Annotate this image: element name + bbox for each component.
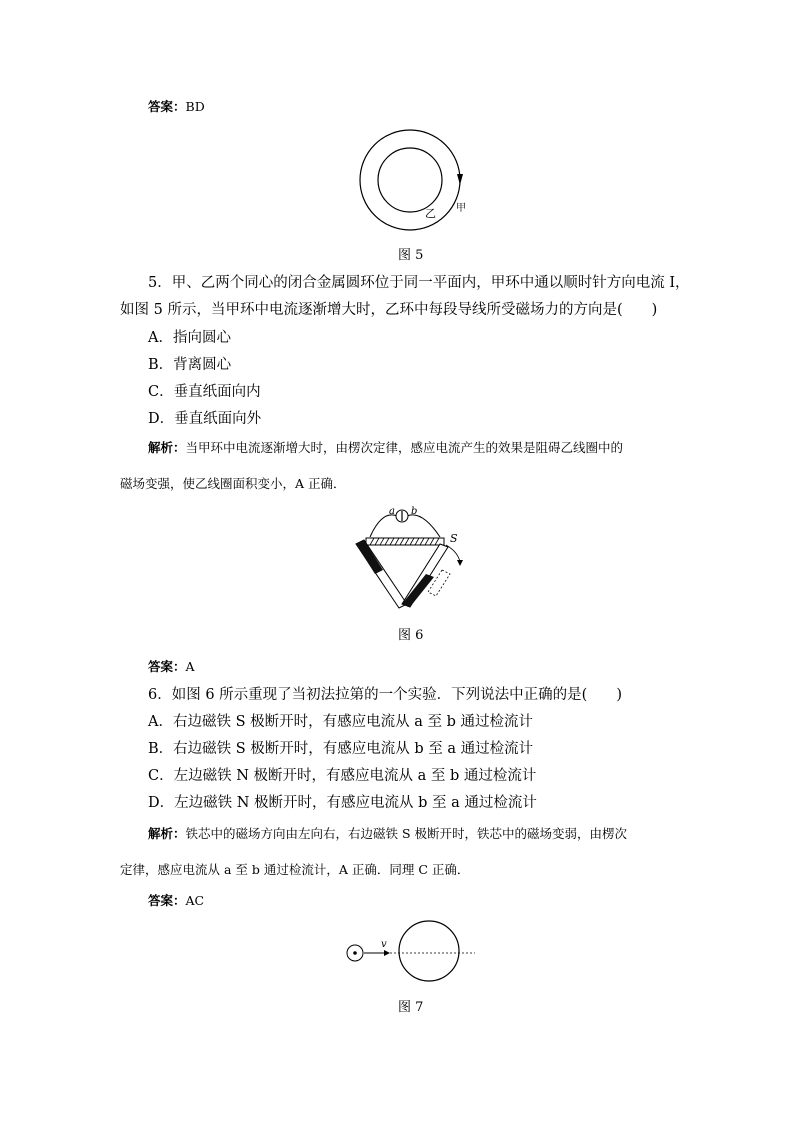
dot-icon: [353, 951, 357, 955]
figure-7-caption: 图 7: [398, 1000, 424, 1015]
analysis-text: 当甲环中电流逐渐增大时，由楞次定律，感应电流产生的效果是阻碍乙线圈中的: [185, 440, 624, 455]
figure-5-caption: 图 5: [398, 248, 424, 263]
q6-option-c: C．左边磁铁 N 极断开时，有感应电流从 a 至 b 通过检流计: [148, 768, 537, 784]
q6-analysis-line2: 定律，感应电流从 a 至 b 通过检流计，A 正确．同理 C 正确．: [120, 862, 470, 877]
answer-value: AC: [185, 893, 205, 908]
analysis-label: 解析：: [148, 440, 186, 455]
q6-option-b: B．右边磁铁 S 极断开时，有感应电流从 b 至 a 通过检流计: [148, 741, 534, 757]
q6-stem: 6．如图 6 所示重现了当初法拉第的一个实验．下列说法中正确的是( ): [148, 687, 622, 703]
q6-option-a: A．右边磁铁 S 极断开时，有感应电流从 a 至 b 通过检流计: [148, 714, 533, 730]
right-wire: [407, 515, 440, 537]
figure-7-diagram: [340, 915, 480, 990]
label-b: b: [411, 506, 418, 517]
answer-6: [148, 891, 204, 909]
answer-label: 答案：: [148, 99, 186, 114]
q5-analysis-line2: 磁场变强，使乙线圈面积变小，A 正确．: [120, 476, 346, 491]
q5-option-d: D．垂直纸面向外: [148, 411, 262, 427]
metal-ring: [399, 921, 459, 981]
clockwise-arrow-icon: [457, 174, 463, 185]
q6-option-d: D．左边磁铁 N 极断开时，有感应电流从 b 至 a 通过检流计: [148, 795, 537, 811]
figure-6-caption: 图 6: [398, 628, 424, 643]
answer-5: [148, 657, 195, 675]
inner-ring-label: 乙: [425, 207, 436, 220]
inner-ring-yi: [378, 148, 442, 212]
analysis-label: 解析：: [148, 826, 186, 841]
figure-6-diagram: [350, 500, 480, 612]
outer-ring-jia: [360, 130, 460, 230]
analysis-text: 铁芯中的磁场方向由左向右，右边磁铁 S 极断开时，铁芯中的磁场变弱，由楞次: [185, 826, 628, 841]
q5-option-a: A．指向圆心: [148, 330, 231, 346]
q6-analysis-line1: [148, 824, 627, 842]
figure-5-diagram: [350, 125, 475, 235]
answer-value: BD: [185, 99, 205, 114]
left-wire: [370, 515, 397, 537]
q5-option-c: C．垂直纸面向内: [148, 384, 261, 400]
q5-stem-line1: 5．甲、乙两个同心的闭合金属圆环位于同一平面内，甲环中通以顺时针方向电流 I，: [148, 275, 690, 291]
q5-stem-line2: 如图 5 所示，当甲环中电流逐渐增大时，乙环中每段导线所受磁场力的方向是( ): [120, 302, 658, 318]
answer-prev: [148, 97, 205, 115]
answer-label: 答案：: [148, 659, 186, 674]
outer-ring-label: 甲: [456, 203, 466, 214]
answer-value: A: [185, 659, 195, 674]
label-v: v: [381, 939, 387, 950]
answer-label: 答案：: [148, 893, 186, 908]
label-s: S: [450, 532, 458, 545]
label-a: a: [389, 506, 395, 517]
q5-analysis-line1: [148, 438, 623, 456]
q5-option-b: B．背离圆心: [148, 357, 232, 373]
